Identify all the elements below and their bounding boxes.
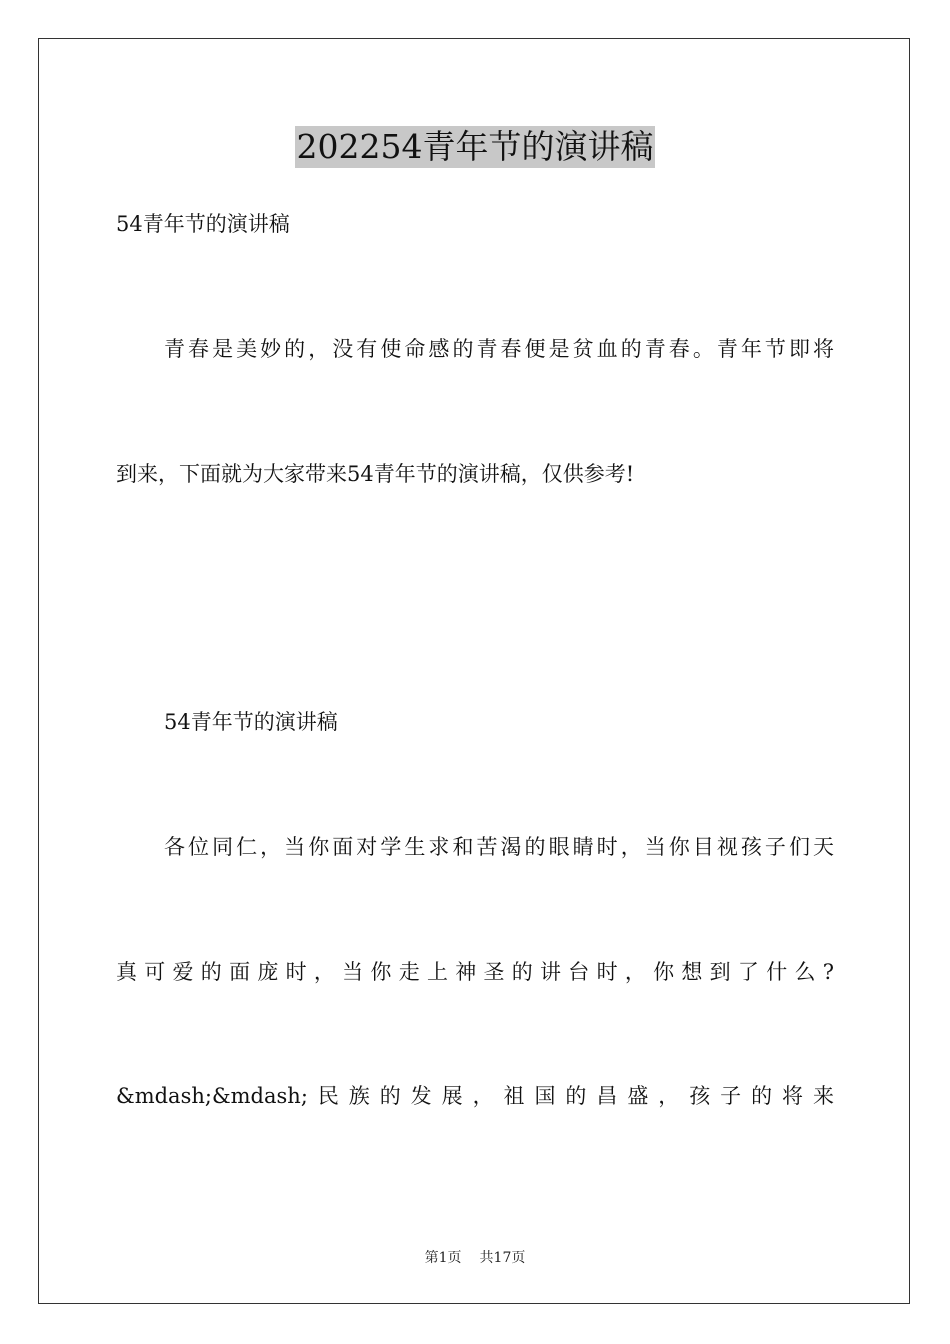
page-number: 第1页 — [424, 1250, 462, 1266]
paragraph-line-3: 各位同仁，当你面对学生求和苦渴的眼睛时，当你目视孩子们天 — [164, 835, 834, 859]
section-heading: 54青年节的演讲稿 — [164, 710, 338, 734]
paragraph-line-1: 青春是美妙的，没有使命感的青春便是贫血的青春。青年节即将 — [164, 337, 834, 361]
page-total: 共17页 — [479, 1250, 526, 1266]
document-title: 202254青年节的演讲稿 — [296, 127, 654, 166]
title-container — [0, 126, 950, 168]
document-subtitle: 54青年节的演讲稿 — [116, 212, 290, 236]
paragraph-line-5: &mdash;&mdash;民族的发展，祖国的昌盛，孩子的将来 — [116, 1084, 834, 1108]
paragraph-line-2: 到来，下面就为大家带来54青年节的演讲稿，仅供参考! — [116, 462, 635, 486]
paragraph-line-4: 真可爱的面庞时，当你走上神圣的讲台时，你想到了什么? — [116, 960, 834, 984]
page-footer — [0, 1248, 950, 1268]
